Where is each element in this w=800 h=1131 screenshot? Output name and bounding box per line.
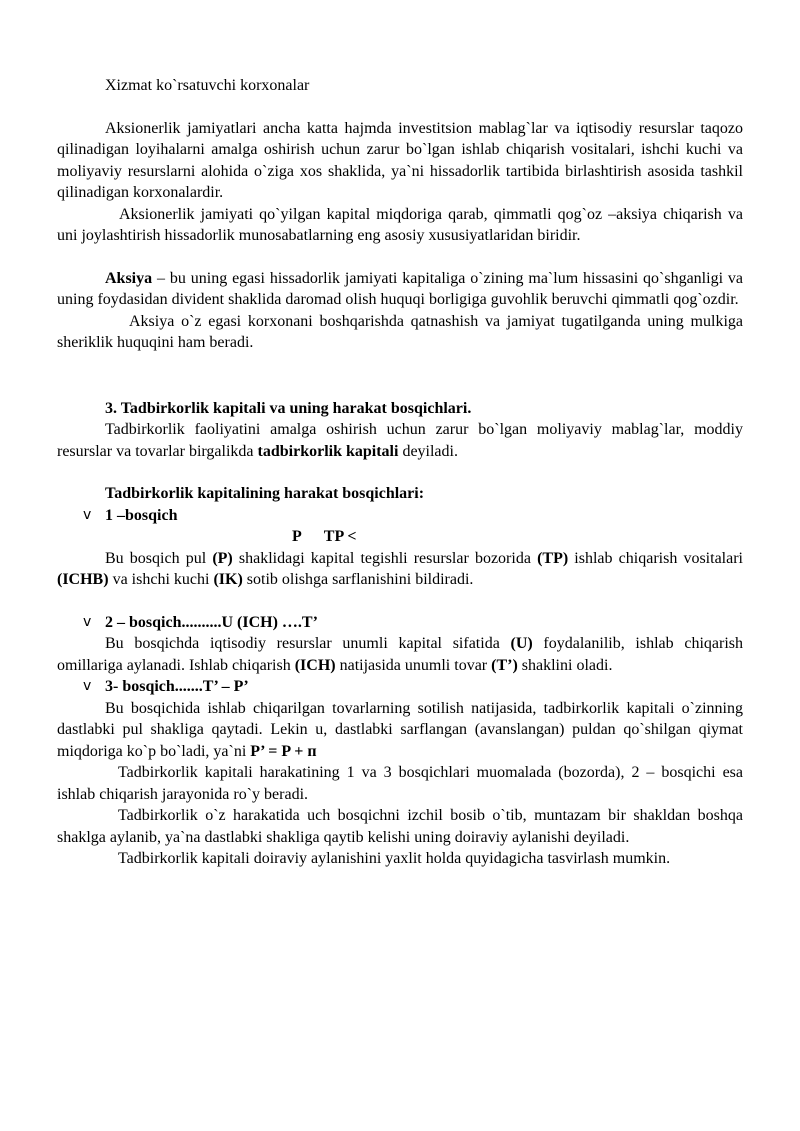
bullet-check-icon: v <box>83 613 92 630</box>
paragraph-joint-stock-shares: Aksionerlik jamiyati qo`yilgan kapital miqdoriga qarab, qimmatli qog`oz –aksiya chiqarish va uni joylashtirish hissadorlik munosabatlarning eng asosiy xususiyatlaridan biridir. <box>57 205 743 244</box>
stage-2-term-ich: (ICH) <box>294 656 336 674</box>
formula-right: TP < <box>323 528 357 545</box>
bullet-check-icon: v <box>83 678 92 694</box>
capital-definition-text-a: Tadbirkorlik faoliyatini amalga oshirish uchun zarur bo`lgan moliyaviy mablag`lar, moddiy resurslar va tovarlar birgalikda <box>57 421 743 460</box>
stage-1-text-2: shaklidagi kapital tegishli resurslar bozorida <box>232 549 538 567</box>
stage-2-text-3: natijasida unumli tovar <box>335 656 492 674</box>
stage-2-term-u: (U) <box>510 635 533 652</box>
stage-1-text-1: Bu bosqich pul <box>105 549 213 567</box>
paragraph-share-definition <box>57 268 743 311</box>
stage-1-text-4: va ishchi kuchi <box>108 571 214 588</box>
stage-3-label: 3- bosqich.......T’ – P’ <box>105 678 249 695</box>
stage-2-text-4: shaklini oladi. <box>517 656 613 674</box>
paragraph-joint-stock-definition: Aksionerlik jamiyatlari ancha katta hajmda investitsion mablag`lar va iqtisodiy resurslar taqozo qilinadigan loyihalarni amalga oshirish uchun zarur bo`lgan ishlab chiqarish vositalari, ishchi kuchi va moliyaviy resurslarni alohida o`ziga xos shaklida, ya`ni hissadorlik tartibida birlashtirish asosida tashkil qilinadigan korxonalardir. <box>57 119 743 201</box>
stage-1-term-ichb: (ICHB) <box>57 571 109 588</box>
stage-1-text-3: ishlab chiqarish vositalari <box>568 549 743 567</box>
paragraph-share-rights: Aksiya o`z egasi korxonani boshqarishda qatnashish va jamiyat tugatilganda uning mulkiga sheriklik huquqini ham beradi. <box>57 312 743 351</box>
paragraph-stage-locations: Tadbirkorlik kapitali harakatining 1 va 3 bosqichlari muomalada (bozorda), 2 – bosqichi esa ishlab chiqarish jarayonida ro`y beradi. <box>57 764 743 803</box>
stage-2-text-1: Bu bosqichda iqtisodiy resurslar unumli kapital sifatida <box>105 635 511 652</box>
stage-3-text: Bu bosqichida ishlab chiqarilgan tovarlarning sotilish natijasida, tadbirkorlik kapitali o`zinning dastlabki pul shakliga qaytadi. Lekin u, dastlabki sarflangan (avanslangan) puldan qo`shilgan qiymat miqdoriga ko`p bo`ladi, ya`ni <box>57 699 743 760</box>
stages-title: Tadbirkorlik kapitalining harakat bosqichlari: <box>105 485 425 502</box>
bullet-check-icon: v <box>83 506 92 523</box>
stage-2-title <box>57 612 743 634</box>
paragraph-stage-1 <box>57 548 743 591</box>
term-tadbirkorlik-kapitali: tadbirkorlik kapitali <box>257 442 399 460</box>
paragraph-stage-2 <box>57 633 743 676</box>
stage-1-term-tp: (TP) <box>537 549 569 567</box>
formula-left: P <box>292 528 302 545</box>
stage-3-formula: P’ = P + п <box>250 742 317 760</box>
term-aksiya: Aksiya <box>105 269 153 287</box>
stage-2-label: 2 – bosqich..........U (ICH) ….T’ <box>105 613 318 631</box>
stage-1-formula <box>57 526 743 548</box>
stage-3-title <box>57 676 743 698</box>
stage-1-label: 1 –bosqich <box>105 506 178 524</box>
capital-definition-text-b: deyiladi. <box>398 442 458 460</box>
paragraph-capital-definition <box>57 419 743 462</box>
stage-1-text-5: sotib olishga sarflanishini bildiradi. <box>242 571 474 588</box>
stage-1-term-p: (P) <box>212 549 233 567</box>
document-page <box>57 75 743 870</box>
stage-1-title <box>57 505 743 527</box>
paragraph-circulation: Tadbirkorlik o`z harakatida uch bosqichni izchil bosib o`tib, muntazam bir shakldan boshqa shaklga aylanib, ya`na dastlabki shakliga qaytib kelishi uning doiraviy aylanishi deyiladi. <box>57 807 743 846</box>
paragraph-circulation-diagram-intro: Tadbirkorlik kapitali doiraviy aylanishini yaxlit holda quyidagicha tasvirlash mumkin. <box>118 850 671 867</box>
stage-2-text-2: foydalanilib, ishlab chiqarish omillariga aylanadi. Ishlab chiqarish <box>57 635 743 674</box>
section-title: 3. Tadbirkorlik kapitali va uning harakat bosqichlari. <box>105 399 472 417</box>
paragraph-stage-3 <box>57 698 743 763</box>
share-definition-text: – bu uning egasi hissadorlik jamiyati kapitaliga o`zining ma`lum hissasini qo`shganligi va uning foydasidan divident shaklida daromad olish huquqi borligiga guvohlik beruvchi qimmatli qog`ozdir. <box>57 269 743 308</box>
stage-2-term-t: (T’) <box>491 656 518 674</box>
services-heading: Xizmat ko`rsatuvchi korxonalar <box>105 77 310 94</box>
stage-1-term-ik: (IK) <box>213 571 243 588</box>
